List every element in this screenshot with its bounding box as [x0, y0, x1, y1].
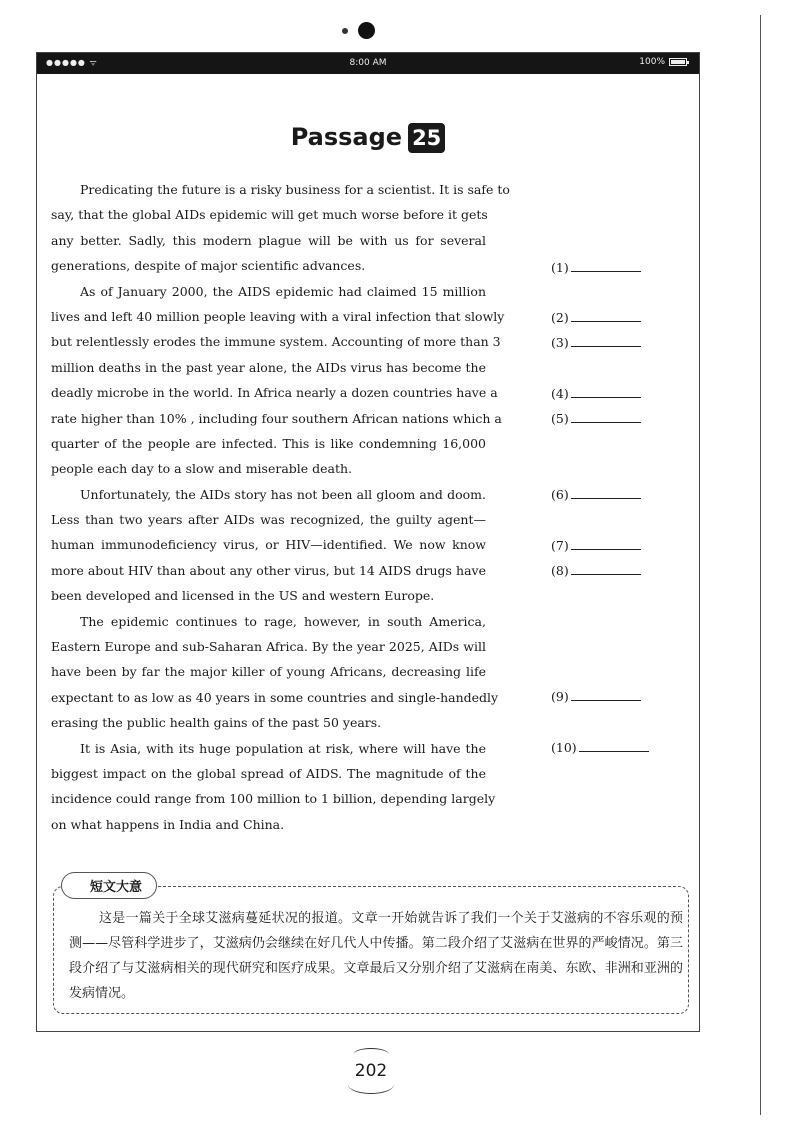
passage-line: incidence could range from 100 million to 1 billion, depending largely [51, 791, 496, 807]
answer-line[interactable] [571, 309, 641, 322]
passage-line: biggest impact on the global spread of AIDS. The magnitude of the [51, 765, 486, 781]
passage-line: Unfortunately, the AIDs story has not been all gloom and doom. [80, 486, 486, 502]
camera-dot-large [358, 22, 375, 39]
camera-dots [340, 22, 380, 42]
device-frame [36, 52, 700, 1032]
blank-label: (10) [551, 740, 577, 755]
passage-line: quarter of the people are infected. This is like condemning 16,000 [51, 435, 486, 451]
passage-line: say, that the global AIDs epidemic will get much worse before it gets [51, 207, 488, 223]
answer-line[interactable] [579, 739, 649, 752]
passage-line: more about HIV than about any other virus, but 14 AIDS drugs have [51, 562, 486, 578]
passage-line: expectant to as low as 40 years in some countries and single-handedly [51, 689, 499, 705]
page-number-value: 202 [354, 1061, 388, 1081]
passage-line: rate higher than 10% , including four southern African nations which a [51, 410, 502, 426]
passage-line: lives and left 40 million people leaving with a viral infection that slowly [51, 308, 505, 324]
passage-line: deadly microbe in the world. In Africa nearly a dozen countries have a [51, 385, 498, 401]
summary-label: 短文大意 [61, 872, 157, 899]
answer-blank[interactable] [551, 259, 641, 276]
answer-line[interactable] [571, 562, 641, 575]
answer-line[interactable] [571, 486, 641, 499]
answer-blank[interactable] [551, 385, 641, 402]
blank-label: (4) [551, 386, 569, 401]
answer-line[interactable] [571, 410, 641, 423]
blank-label: (6) [551, 487, 569, 502]
status-bar [37, 53, 699, 74]
passage-text [51, 177, 510, 837]
answer-blank[interactable] [551, 486, 641, 503]
answer-line[interactable] [571, 688, 641, 701]
summary-box [53, 872, 693, 1017]
passage-number-badge: 25 [408, 123, 445, 153]
passage-line: As of January 2000, the AIDS epidemic had claimed 15 million [80, 283, 486, 299]
blank-label: (1) [551, 260, 569, 275]
page-number-arc-icon [353, 1048, 389, 1061]
answer-line[interactable] [571, 537, 641, 550]
camera-dot-small [342, 28, 348, 34]
answer-blank[interactable] [551, 410, 641, 427]
answer-blank[interactable] [551, 562, 641, 579]
blank-label: (8) [551, 563, 569, 578]
signal-wifi-icon: ●●●●● ᯤ [46, 58, 98, 67]
status-time: 8:00 AM [349, 58, 387, 68]
passage-line: any better. Sadly, this modern plague will be with us for several [51, 232, 486, 248]
blank-label: (9) [551, 689, 569, 704]
answer-blank[interactable] [551, 309, 641, 326]
margin-rule [760, 15, 761, 1115]
passage-line: have been by far the major killer of young Africans, decreasing life [51, 664, 486, 680]
passage-title [37, 123, 699, 153]
passage-line: Less than two years after AIDs was recognized, the guilty agent— [51, 512, 486, 528]
answer-blank[interactable] [551, 688, 641, 705]
answer-line[interactable] [571, 334, 641, 347]
answer-line[interactable] [571, 259, 641, 272]
passage-line: human immunodeficiency virus, or HIV—identified. We now know [51, 537, 486, 553]
blank-label: (2) [551, 310, 569, 325]
passage-title-label: Passage [290, 123, 403, 151]
answer-blank[interactable] [551, 537, 641, 554]
page-number-arc-icon [348, 1075, 394, 1094]
passage-line: million deaths in the past year alone, the AIDs virus has become the [51, 359, 486, 375]
passage-line: It is Asia, with its huge population at risk, where will have the [80, 740, 486, 756]
blank-label: (5) [551, 411, 569, 426]
passage-line: but relentlessly erodes the immune system. Accounting of more than 3 [51, 334, 501, 350]
answer-line[interactable] [571, 385, 641, 398]
page-number [346, 1048, 396, 1098]
passage-line: The epidemic continues to rage, however, in south America, [80, 613, 486, 629]
battery-percent: 100% [639, 57, 665, 67]
battery-indicator [639, 57, 687, 67]
passage-line: Eastern Europe and sub-Saharan Africa. By the year 2025, AIDs will [51, 639, 486, 655]
answer-blank[interactable] [551, 739, 649, 756]
passage-line: on what happens in India and China. [51, 816, 285, 832]
passage-line: been developed and licensed in the US and western Europe. [51, 588, 435, 604]
answer-blank[interactable] [551, 334, 641, 351]
passage-line: generations, despite of major scientific advances. [51, 258, 366, 274]
passage-line: people each day to a slow and miserable death. [51, 461, 353, 477]
blank-label: (3) [551, 335, 569, 350]
passage-line: Predicating the future is a risky business for a scientist. It is safe to [80, 182, 510, 197]
summary-text: 这是一篇关于全球艾滋病蔓延状况的报道。文章一开始就告诉了我们一个关于艾滋病的不容乐观的预测——尽管科学进步了，艾滋病仍会继续在好几代人中传播。第二段介绍了艾滋病在世界的严峻情况。第三段介绍了与艾滋病相关的现代研究和医疗成果。文章最后又分别介绍了艾滋病在南美、东欧、非洲和亚洲的发病情况。 [69, 911, 683, 1001]
blank-label: (7) [551, 538, 569, 553]
battery-icon [669, 58, 687, 66]
passage-line: erasing the public health gains of the past 50 years. [51, 715, 382, 731]
